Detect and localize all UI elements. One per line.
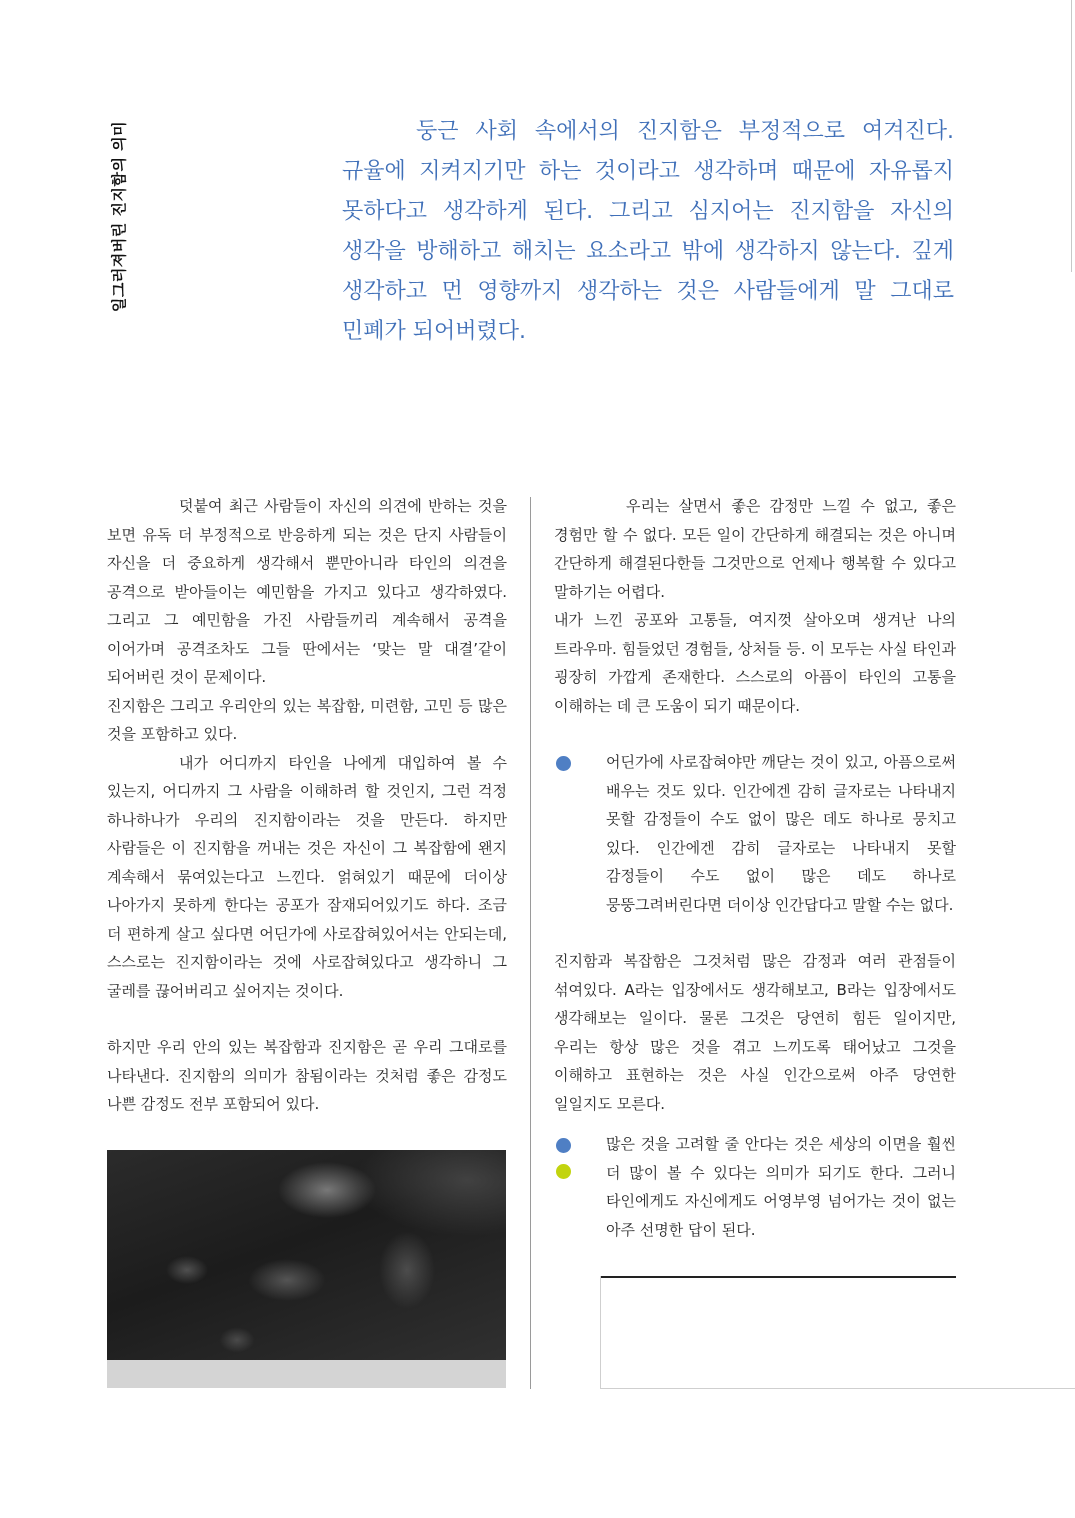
right-paragraph-3: 진지함과 복잡함은 그것처럼 많은 감정과 여러 관점들이 섞여있다. A라는 입장에서도 생각해보고, B라는 입장에서도 생각해보는 일이다. 물론 그것은 당연히 힘든 일이지만, 우리는 항상 많은 것을 겪고 느끼도록 태어났고 그것을 이해하고 표현하는 것은 사실 인간으로써 아주 당연한 일일지도 모른다. [554,952,956,1113]
left-column [107,492,507,1119]
box-top-rule [600,1276,956,1278]
side-title-text: 일그러져버린 진지함의 의미 [110,120,129,312]
bullet-item-2-text: 많은 것을 고려할 줄 안다는 것은 세상의 이면을 훨씬 더 많이 볼 수 있다는 의미가 되기도 한다. 그러니 타인에게도 자신에게도 어영부영 넘어가는 것이 없는 아주 선명한 답이 된다. [606,1135,956,1239]
bullet-item-1 [554,748,956,919]
right-column [554,492,956,1244]
side-title [104,116,134,316]
photo-caption-band [107,1360,506,1388]
page-edge-line [1071,0,1072,272]
left-paragraph-1: 덧붙여 최근 사람들이 자신의 의견에 반하는 것을 보면 유독 더 부정적으로 반응하게 되는 것은 단지 사람들이 자신을 더 중요하게 생각해서 뿐만아니라 타인의 의견을 공격으로 받아들이는 예민함을 가지고 있다고 생각하였다. 그리고 그 예민함을 가진 사람들끼리 계속해서 공격을 이어가며 공격조차도 그들 딴에서는 ‘맞는 말 대결’같이 되어버린 것이 문제이다. [107,497,507,686]
box-bottom-rule [600,1388,1075,1389]
lead-paragraph: 둥근 사회 속에서의 진지함은 부정적으로 여겨진다. 규율에 지켜지기만 하는 것이라고 생각하며 때문에 자유롭지 못하다고 생각하게 된다. 그리고 심지어는 진지함을 자신의 생각을 방해하고 해치는 요소라고 밖에 생각하지 않는다. 깊게 생각하고 먼 영향까지 생각하는 것은 사람들에게 말 그대로 민폐가 되어버렸다. [342,119,954,344]
bullet-item-1-text: 어딘가에 사로잡혀야만 깨닫는 것이 있고, 아픔으로써 배우는 것도 있다. 인간에겐 감히 글자로는 나타내지 못할 감정들이 수도 없이 많은 데도 하나로 뭉치고 있다. 인간에겐 감히 글자로는 나타내지 못할 감정들이 수도 없이 많은 데도 하나로 뭉뚱그려버린다면 더이상 인간답다고 말할 수는 없다. [606,753,956,914]
column-divider [530,497,531,1389]
left-paragraph-4: 하지만 우리 안의 있는 복잡함과 진지함은 곧 우리 그대로를 나타낸다. 진지함의 의미가 참됨이라는 것처럼 좋은 감정도 나쁜 감정도 전부 포함되어 있다. [107,1038,507,1113]
left-paragraph-3: 내가 어디까지 타인을 나에게 대입하여 볼 수 있는지, 어디까지 그 사람을 이해하려 할 것인지, 그런 걱정 하나하나가 우리의 진지함이라는 것을 만든다. 하지만 사람들은 이 진지함을 꺼내는 것은 자신이 그 복잡함에 왠지 계속해서 묶여있는다고 느낀다. 얽혀있기 때문에 더이상 나아가지 못하게 한다는 공포가 잠재되어있기도 하다. 조금 더 편하게 살고 싶다면 어딘가에 사로잡혀있어서는 안되는데, 스스로는 진지함이라는 것에 사로잡혀있다고 생각하니 그 굴레를 끊어버리고 싶어지는 것이다. [107,753,507,1000]
blurred-hand-photo [107,1150,506,1360]
bullet-item-2 [554,1130,956,1244]
blue-dot-icon [556,1138,571,1153]
right-paragraph-1: 우리는 살면서 좋은 감정만 느낄 수 없고, 좋은 경험만 할 수 없다. 모든 일이 간단하게 해결되는 것은 아니며 간단하게 해결된다한들 그것만으로 언제나 행복할 수 있다고 말하기는 어렵다. [554,497,956,601]
green-dot-icon [556,1164,571,1179]
blue-dot-icon [556,756,571,771]
box-left-rule [600,1276,601,1388]
left-paragraph-2: 진지함은 그리고 우리안의 있는 복잡함, 미련함, 고민 등 많은 것을 포함하고 있다. [107,696,507,743]
right-paragraph-2: 내가 느낀 공포와 고통들, 여지껏 살아오며 생겨난 나의 트라우마. 힘들었던 경험들, 상처들 등. 이 모두는 사실 타인과 굉장히 가깝게 존재한다. 스스로의 아픔이 타인의 고통을 이해하는 데 큰 도움이 되기 때문이다. [554,611,956,715]
